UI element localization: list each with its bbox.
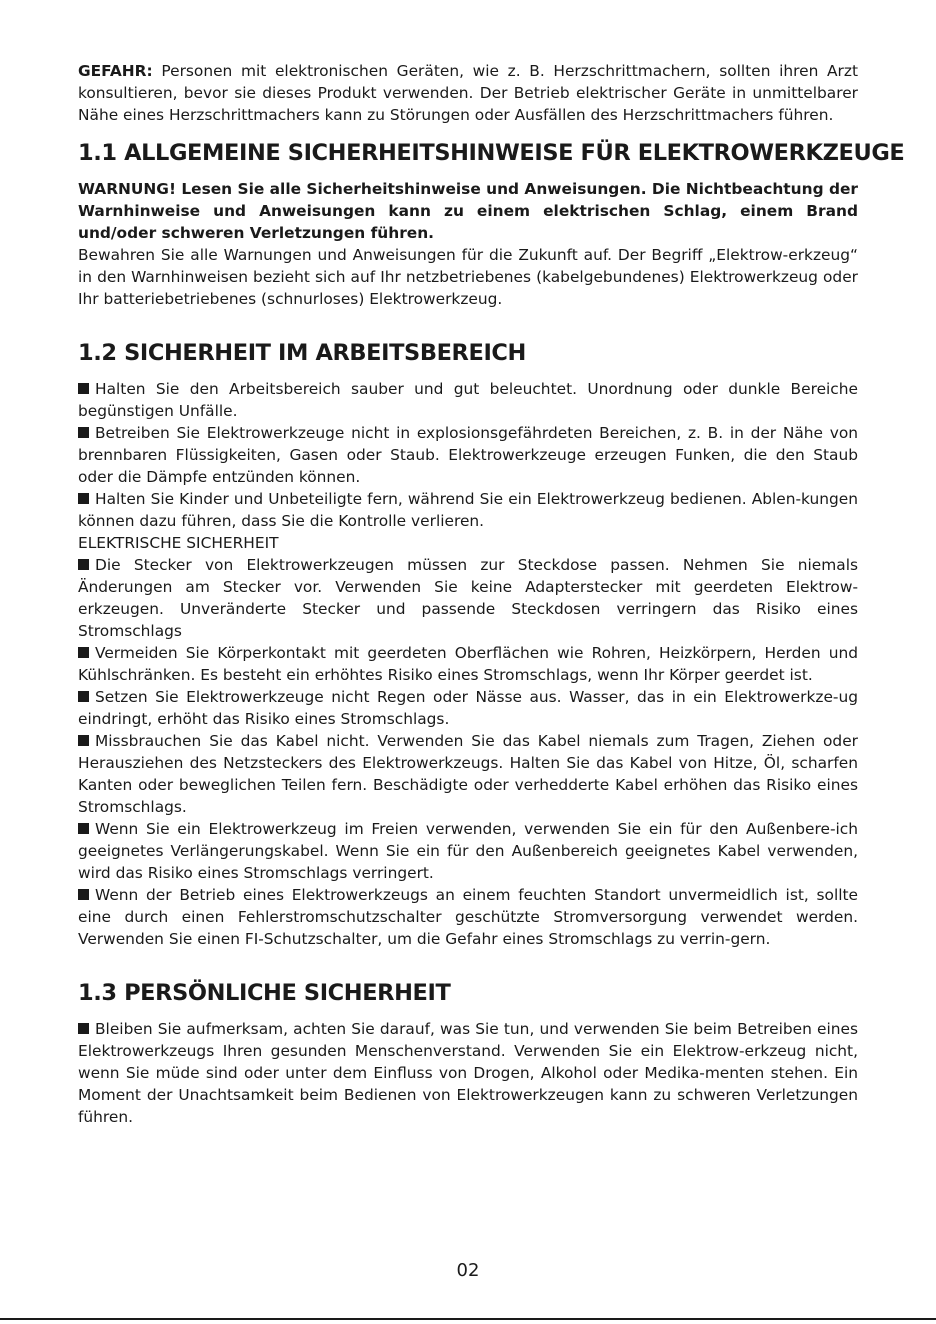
- list-item: Halten Sie Kinder und Unbeteiligte fern, während Sie ein Elektrowerkzeug bedienen. Ablen-kungen können dazu führen, dass Sie die Kontrolle verlieren.: [78, 490, 858, 530]
- danger-text: Personen mit elektronischen Geräten, wie z. B. Herzschrittmachern, sollten ihren Arzt konsultieren, bevor sie dieses Produkt verwenden. Der Betrieb elektrischer Geräte in unmittelbarer Nähe eines Herzschrittmachers kann zu Störungen oder Ausfällen des Herzschrittmachers führen.: [78, 62, 858, 124]
- bullet-square-icon: [78, 427, 89, 438]
- list-item: Missbrauchen Sie das Kabel nicht. Verwenden Sie das Kabel niemals zum Tragen, Ziehen oder Herausziehen des Netzsteckers des Elektrowerkzeugs. Halten Sie das Kabel von Hitze, Öl, scharfen Kanten oder beweglichen Teilen fern. Beschädigte oder verhedderte Kabel erhöhen das Risiko eines Stromschlags.: [78, 732, 858, 816]
- bullet-square-icon: [78, 691, 89, 702]
- danger-paragraph: [78, 60, 858, 126]
- list-item: Setzen Sie Elektrowerkzeuge nicht Regen oder Nässe aus. Wasser, das in ein Elektrowerkze-ug eindringt, erhöht das Risiko eines Stromschlags.: [78, 688, 858, 728]
- list-item: Betreiben Sie Elektrowerkzeuge nicht in explosionsgefährdeten Bereichen, z. B. in der Nähe von brennbaren Flüssigkeiten, Gasen oder Staub. Elektrowerkzeuge erzeugen Funken, die den Staub oder die Dämpfe entzünden können.: [78, 424, 858, 486]
- bullet-square-icon: [78, 823, 89, 834]
- bullet-square-icon: [78, 559, 89, 570]
- document-body: [78, 60, 905, 1128]
- bottom-divider: [0, 1318, 936, 1320]
- bullet-square-icon: [78, 493, 89, 504]
- bullet-square-icon: [78, 647, 89, 658]
- warning-paragraph: WARNUNG! Lesen Sie alle Sicherheitshinweise und Anweisungen. Die Nichtbeachtung der Warnhinweise und Anweisungen kann zu einem elektrischen Schlag, einem Brand und/oder schweren Verletzungen führen.: [78, 180, 858, 242]
- bullet-square-icon: [78, 1023, 89, 1034]
- list-item: Wenn der Betrieb eines Elektrowerkzeugs an einem feuchten Standort unvermeidlich ist, sollte eine durch einen Fehlerstromschutzschalter geschützte Stromversorgung verwendet werden. Verwenden Sie einen FI-Schutzschalter, um die Gefahr eines Stromschlags zu verrin-gern.: [78, 886, 858, 948]
- subheading-electrical-safety: ELEKTRISCHE SICHERHEIT: [78, 534, 279, 552]
- general-info-paragraph: Bewahren Sie alle Warnungen und Anweisungen für die Zukunft auf. Der Begriff „Elektrow-erkzeug“ in den Warnhinweisen bezieht sich auf Ihr netzbetriebenes (kabelgebundenes) Elektrowerkzeug oder Ihr batteriebetriebenes (schnurloses) Elektrowerkzeug.: [78, 246, 858, 308]
- section-heading-1-1: 1.1 ALLGEMEINE SICHERHEITSHINWEISE FÜR ELEKTROWERKZEUGE: [78, 140, 905, 166]
- list-item: Die Stecker von Elektrowerkzeugen müssen zur Steckdose passen. Nehmen Sie niemals Änderungen am Stecker vor. Verwenden Sie keine Adapterstecker mit geerdeten Elektrow-erkzeugen. Unveränderte Stecker und passende Steckdosen verringern das Risiko eines Stromschlags: [78, 556, 858, 640]
- bullet-square-icon: [78, 383, 89, 394]
- section-heading-1-3: 1.3 PERSÖNLICHE SICHERHEIT: [78, 980, 451, 1006]
- list-item: Wenn Sie ein Elektrowerkzeug im Freien verwenden, verwenden Sie ein für den Außenbere-ich geeignetes Verlängerungskabel. Wenn Sie ein für den Außenbereich geeignetes Kabel verwenden, wird das Risiko eines Stromschlags verringert.: [78, 820, 858, 882]
- danger-label: GEFAHR:: [78, 62, 153, 80]
- page-number: 02: [456, 1260, 480, 1281]
- list-item: Halten Sie den Arbeitsbereich sauber und gut beleuchtet. Unordnung oder dunkle Bereiche begünstigen Unfälle.: [78, 380, 858, 420]
- section-heading-1-2: 1.2 SICHERHEIT IM ARBEITSBEREICH: [78, 340, 526, 366]
- bullet-square-icon: [78, 735, 89, 746]
- bullet-square-icon: [78, 889, 89, 900]
- list-item: Vermeiden Sie Körperkontakt mit geerdeten Oberflächen wie Rohren, Heizkörpern, Herden und Kühlschränken. Es besteht ein erhöhtes Risiko eines Stromschlags, wenn Ihr Körper geerdet ist.: [78, 644, 858, 684]
- list-item: Bleiben Sie aufmerksam, achten Sie darauf, was Sie tun, und verwenden Sie beim Betreiben eines Elektrowerkzeugs Ihren gesunden Menschenverstand. Verwenden Sie ein Elektrow-erkzeug nicht, wenn Sie müde sind oder unter dem Einfluss von Drogen, Alkohol oder Medika-menten stehen. Ein Moment der Unachtsamkeit beim Bedienen von Elektrowerkzeugen kann zu schweren Verletzungen führen.: [78, 1020, 858, 1126]
